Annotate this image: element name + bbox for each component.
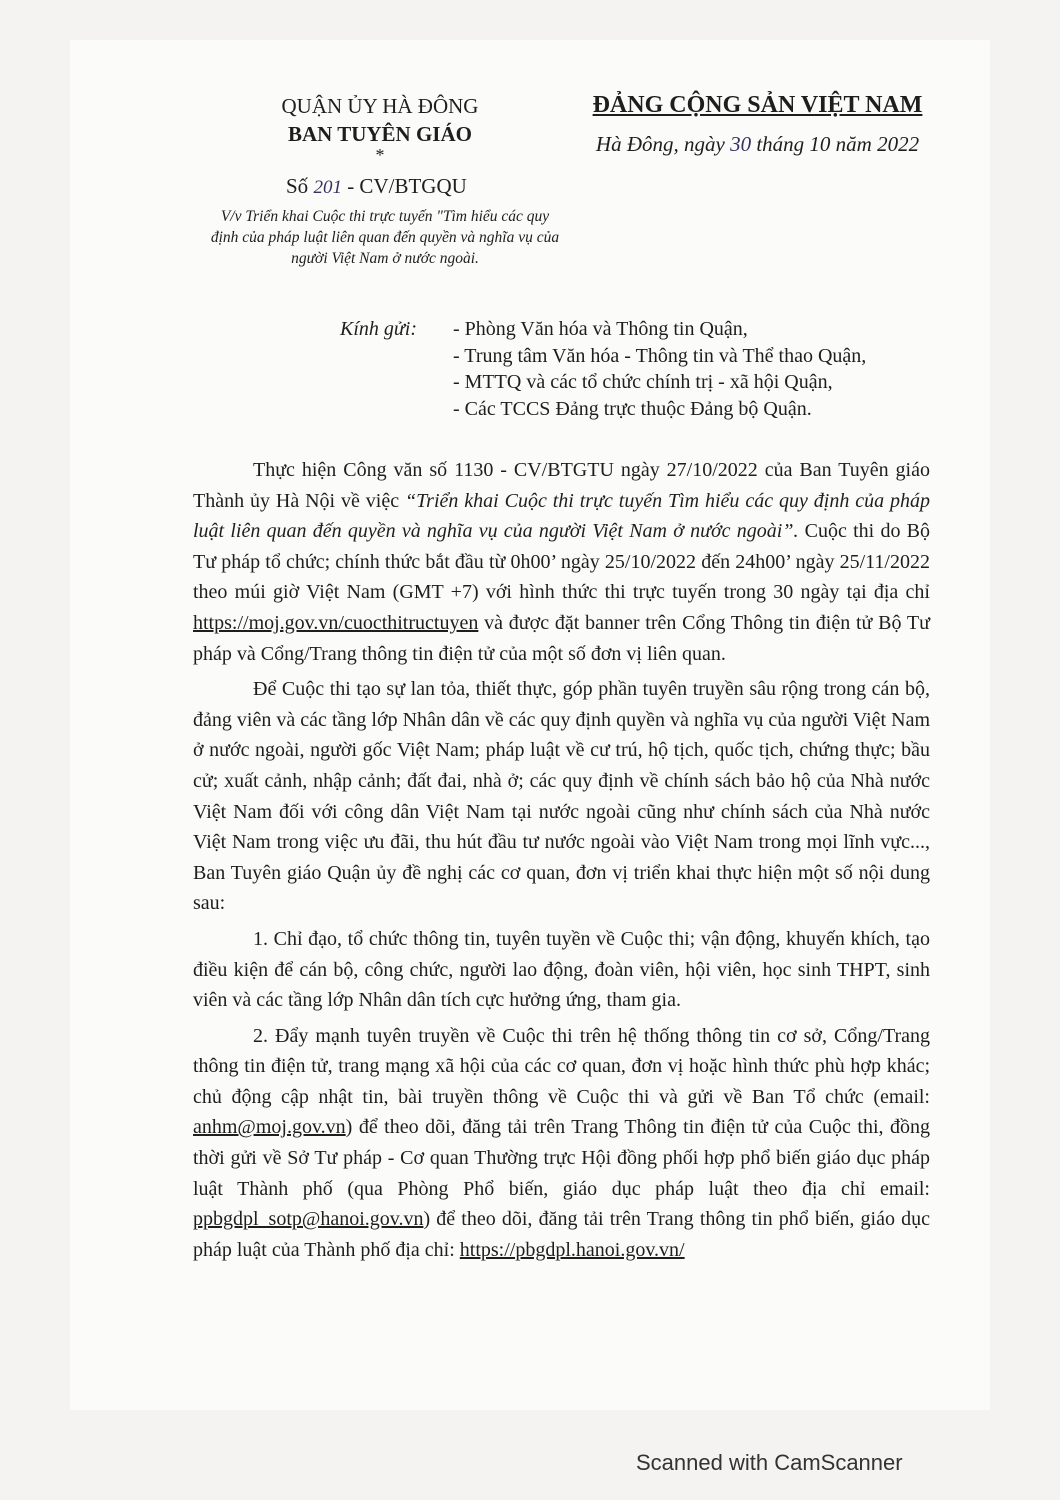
p4-text-b: ) để theo dõi, đăng tải trên Trang Thông tin điện tử của Cuộc thi, đồng thời gửi về Sở Tư pháp - Cơ quan Thường trực Hội đồng phối hợp phổ biến giáo dục pháp luật Thành phố (qua Phòng Phổ biến, giáo dục pháp luật theo địa chỉ email: <box>193 1116 930 1200</box>
p1-text-c: và được đặt banner trên Cổng Thông tin điện tử Bộ Tư pháp và Cổng/Trang thông tin điện tử của một số đơn vị liên quan. <box>193 611 930 665</box>
scanner-watermark: Scanned with CamScanner <box>636 1450 903 1475</box>
star-mark: * <box>375 145 385 165</box>
issuer-block <box>270 92 490 165</box>
contest-link[interactable]: https://moj.gov.vn/cuocthitructuyen <box>193 611 479 634</box>
date-day-handwritten: 30 <box>730 132 752 156</box>
document-body <box>193 455 930 1270</box>
party-title: ĐẢNG CỘNG SẢN VIỆT NAM <box>592 92 923 118</box>
p1-quoted-title: “Triển khai Cuộc thi trực tuyến Tìm hiểu các quy định của pháp luật liên quan đến quyền và nghĩa vụ của người Việt Nam ở nước ngoài”. <box>193 489 930 543</box>
recipient-item: - Trung tâm Văn hóa - Thông tin và Thể thao Quận, <box>453 344 867 367</box>
doc-number-prefix: Số <box>286 174 309 198</box>
p4-text-a: 2. Đẩy mạnh tuyên truyền về Cuộc thi trên hệ thống thông tin cơ sở, Cổng/Trang thông tin điện tử, trang mạng xã hội của các cơ quan, đơn vị hoặc hình thức phù hợp khác; chủ động cập nhật tin, bài truyền thông về Cuộc thi và gửi về Ban Tổ chức (email: <box>193 1024 930 1108</box>
date-suffix: tháng 10 năm 2022 <box>756 132 920 156</box>
recipient-item: - Các TCCS Đảng trực thuộc Đảng bộ Quận. <box>453 397 812 420</box>
p1-text-b: Cuộc thi do Bộ Tư pháp tổ chức; chính thức bắt đầu từ 0h00’ ngày 25/10/2022 đến 24h00’ ngày 25/11/2022 theo múi giờ Việt Nam (GMT +7) với hình thức thi trực tuyến trong 30 ngày tại địa chỉ <box>193 520 930 604</box>
paragraph-4 <box>193 1021 930 1266</box>
recipients-label: Kính gửi: <box>340 318 418 340</box>
pbgdpl-link[interactable]: https://pbgdpl.hanoi.gov.vn/ <box>459 1238 685 1261</box>
p1-text-a: Thực hiện Công văn số 1130 - CV/BTGTU ngày 27/10/2022 của Ban Tuyên giáo Thành ủy Hà Nội về việc <box>193 459 930 512</box>
paragraph-1 <box>193 455 930 669</box>
recipient-item: - MTTQ và các tổ chức chính trị - xã hội Quận, <box>453 371 833 393</box>
p4-text-c: ) để theo dõi, đăng tải trên Trang thông tin phổ biến, giáo dục pháp luật của Thành phố địa chỉ: <box>193 1208 930 1261</box>
recipient-item: - Phòng Văn hóa và Thông tin Quận, <box>453 318 748 340</box>
doc-number-handwritten: 201 <box>313 177 342 198</box>
document-subject: V/v Triển khai Cuộc thi trực tuyến "Tìm hiểu các quy định của pháp luật liên quan đến quyền và nghĩa vụ của người Việt Nam ở nước ngoài. <box>210 208 560 267</box>
email-link-sotp[interactable]: ppbgdpl_sotp@hanoi.gov.vn <box>193 1208 424 1231</box>
issuer-dept: BAN TUYÊN GIÁO <box>288 122 472 146</box>
date-prefix: Hà Đông, ngày <box>595 132 725 156</box>
document-number <box>286 174 467 199</box>
document-date <box>585 132 930 157</box>
paragraph-2: Để Cuộc thi tạo sự lan tỏa, thiết thực, góp phần tuyên truyền sâu rộng trong cán bộ, đảng viên và các tầng lớp Nhân dân về các quy định quyền và nghĩa vụ của người Việt Nam ở nước ngoài, người gốc Việt Nam; pháp luật về cư trú, hộ tịch, quốc tịch, chứng thực; bầu cử; xuất cảnh, nhập cảnh; đất đai, nhà ở; các quy định về chính sách bảo hộ của Nhà nước Việt Nam đối với công dân Việt Nam tại nước ngoài cũng như chính sách của Nhà nước Việt Nam trong việc ưu đãi, thu hút đầu tư nước ngoài vào Việt Nam trong mọi lĩnh vực..., Ban Tuyên giáo Quận ủy đề nghị các cơ quan, đơn vị triển khai thực hiện một số nội dung sau: <box>193 678 930 915</box>
issuer-org: QUẬN ỦY HÀ ĐÔNG <box>281 94 479 118</box>
doc-number-suffix: - CV/BTGQU <box>347 174 467 198</box>
email-link-moj[interactable]: anhm@moj.gov.vn <box>193 1116 346 1139</box>
paragraph-3: 1. Chỉ đạo, tổ chức thông tin, tuyên tuyền về Cuộc thi; vận động, khuyến khích, tạo điều kiện để cán bộ, công chức, người lao động, đoàn viên, hội viên, học sinh THPT, sinh viên và các tầng lớp Nhân dân tích cực hưởng ứng, tham gia. <box>193 927 930 1012</box>
recipients-list <box>453 316 866 422</box>
